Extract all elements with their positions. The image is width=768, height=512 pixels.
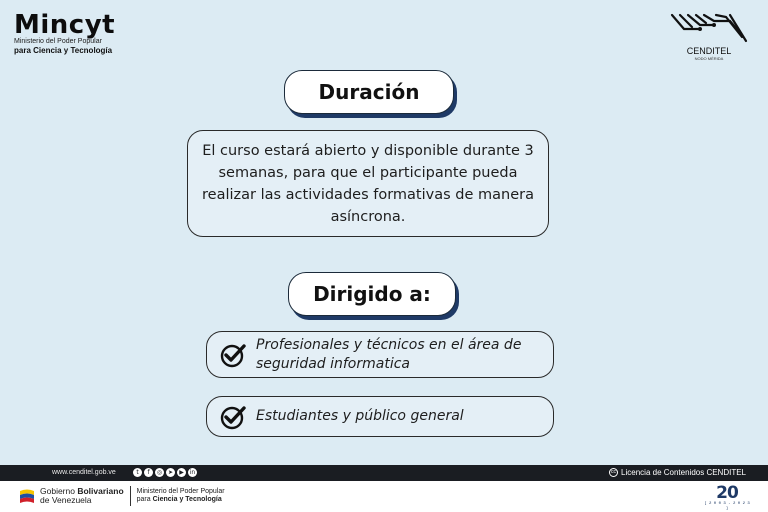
anniversary-number: 20 (716, 483, 738, 503)
youtube-icon[interactable]: ▶ (177, 468, 186, 477)
cenditel-circuit-icon (670, 12, 748, 46)
license-notice (609, 468, 746, 477)
linkedin-icon[interactable]: in (189, 469, 196, 476)
audience-item-estudiantes (206, 396, 554, 437)
mincyt-line2: para Ciencia y Tecnología (14, 46, 113, 55)
telegram-icon[interactable]: ➤ (167, 469, 174, 476)
creative-commons-icon: cc (611, 469, 617, 475)
gobierno-line2: de Venezuela (40, 495, 92, 505)
anniversary-years: [ 2 0 0 3 - 2 0 2 3 ] (704, 502, 750, 511)
gobierno-text (40, 487, 124, 506)
mincyt-logo (14, 12, 134, 55)
audience-item-label: Estudiantes y público general (256, 408, 464, 424)
government-footer (0, 481, 768, 512)
ministerio-text (137, 488, 225, 505)
checkmark-icon (220, 342, 246, 368)
dirigido-title: Dirigido a: (288, 272, 456, 316)
audience-item-profesionales (206, 331, 554, 378)
ministerio-prefix: para (136, 496, 153, 503)
mincyt-line1: Ministerio del Poder Popular (14, 38, 102, 45)
footer-bar (0, 465, 768, 481)
gobierno-prefix: Gobierno (40, 485, 78, 496)
instagram-icon[interactable]: ◎ (156, 469, 163, 476)
duracion-description: El curso estará abierto y disponible durante 3 semanas, para que el participante pueda realizar las actividades formativas de manera asíncrona. (187, 130, 549, 237)
cenditel-name: CENDITEL (686, 46, 732, 56)
social-icons (133, 468, 197, 477)
cenditel-tagline: NODO MÉRIDA (694, 56, 724, 61)
twitter-icon[interactable]: t (133, 468, 142, 477)
gobierno-bold: Bolivariano (77, 485, 124, 496)
mincyt-brand: Mincyt (14, 10, 116, 40)
ministerio-line1: Ministerio del Poder Popular (136, 487, 225, 495)
cenditel-logo (666, 12, 752, 61)
ministerio-bold: Ciencia y Tecnología (152, 496, 222, 503)
license-text: Licencia de Contenidos CENDITEL (621, 468, 746, 477)
facebook-icon[interactable]: f (144, 468, 153, 477)
divider (130, 486, 131, 506)
checkmark-icon (220, 404, 246, 430)
duracion-title: Duración (284, 70, 454, 114)
gobierno-logo (18, 486, 225, 506)
website-link[interactable]: www.cenditel.gob.ve (52, 469, 116, 476)
venezuela-flag-icon (18, 487, 36, 505)
audience-item-label: Profesionales y técnicos en el área de seguridad informatica (256, 336, 522, 372)
anniversary-logo (704, 484, 750, 510)
